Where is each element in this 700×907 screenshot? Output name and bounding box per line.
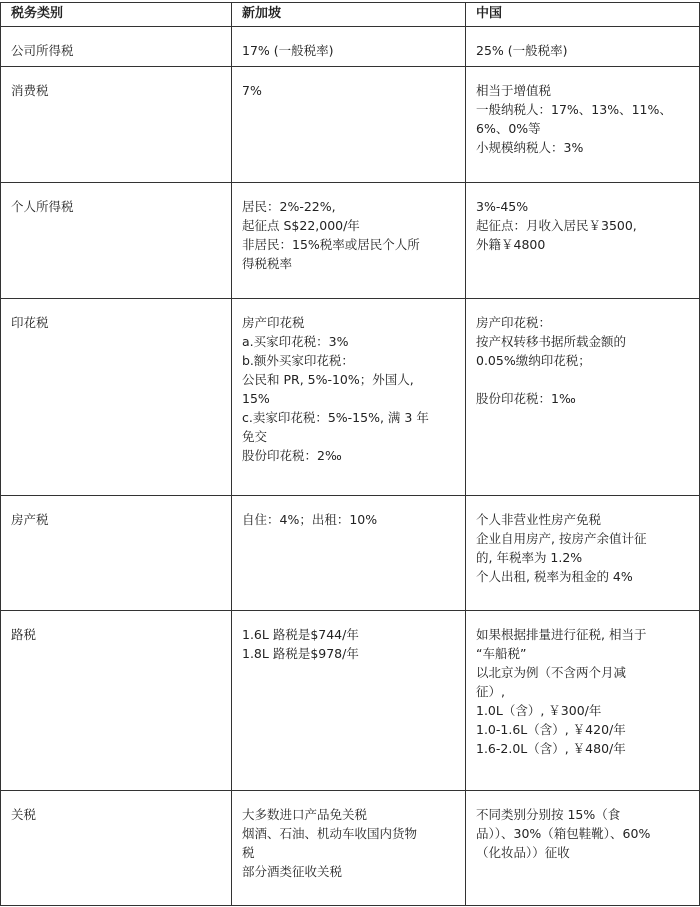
cell-category: [1, 791, 232, 906]
singapore-line: 自住：4%；出租：10%: [242, 512, 378, 527]
singapore-line: 免交: [242, 429, 268, 444]
singapore-line: 股份印花税：2‰: [242, 448, 342, 463]
singapore-line: 起征点 S$22,000/年: [242, 218, 360, 233]
singapore-line: 烟酒、石油、机动车收国内货物: [242, 826, 418, 841]
table-body: [1, 27, 700, 906]
cell-china: [466, 299, 700, 496]
china-line: 相当于增值税: [476, 83, 552, 98]
cell-china: [466, 67, 700, 183]
china-line: 1.6-2.0L（含）, ￥480/年: [476, 741, 626, 756]
china-line: 1.0-1.6L（含）, ￥420/年: [476, 722, 626, 737]
singapore-line: 居民：2%-22%,: [242, 199, 336, 214]
china-line: 个人出租, 税率为租金的 4%: [476, 569, 633, 584]
cell-category: [1, 611, 232, 791]
china-line: 品））、30%（箱包鞋靴）、60%: [476, 826, 651, 841]
cell-singapore: [232, 27, 466, 67]
cell-china: [466, 791, 700, 906]
china-line: 以北京为例（不含两个月减: [476, 665, 627, 680]
cell-singapore: [232, 183, 466, 299]
china-line: 股份印花税：1‰: [476, 391, 576, 406]
header-china: 中国: [466, 3, 700, 27]
category-label: 房产税: [11, 512, 49, 527]
singapore-line: c.卖家印花税：5%-15%, 满 3 年: [242, 410, 429, 425]
cell-singapore: [232, 496, 466, 611]
singapore-line: 17% (一般税率): [242, 43, 334, 58]
category-label: 路税: [11, 627, 37, 642]
singapore-line: a.买家印花税：3%: [242, 334, 349, 349]
singapore-line: 15%: [242, 391, 270, 406]
header-singapore: 新加坡: [232, 3, 466, 27]
china-line: “车船税”: [476, 646, 527, 661]
cell-china: [466, 27, 700, 67]
china-line: 3%-45%: [476, 199, 529, 214]
singapore-line: 7%: [242, 83, 262, 98]
cell-category: [1, 67, 232, 183]
category-label: 个人所得税: [11, 199, 74, 214]
china-line: 6%、0%等: [476, 121, 541, 136]
china-line: 房产印花税：: [476, 315, 552, 330]
tax-comparison-table: [0, 2, 700, 906]
china-line: 外籍￥4800: [476, 237, 546, 252]
category-label: 消费税: [11, 83, 49, 98]
china-line: 1.0L（含）, ￥300/年: [476, 703, 602, 718]
singapore-line: 大多数进口产品免关税: [242, 807, 368, 822]
singapore-line: 得税税率: [242, 256, 293, 271]
china-line: 征）,: [476, 684, 505, 699]
singapore-line: 部分酒类征收关税: [242, 864, 343, 879]
header-row: [1, 3, 700, 27]
singapore-line: 非居民：15%税率或居民个人所: [242, 237, 420, 252]
china-line: 企业自用房产, 按房产余值计征: [476, 531, 647, 546]
cell-category: [1, 27, 232, 67]
category-label: 公司所得税: [11, 43, 74, 58]
cell-singapore: [232, 611, 466, 791]
china-line: 一般纳税人：17%、13%、11%、: [476, 102, 672, 117]
category-label: 关税: [11, 807, 37, 822]
china-line: 个人非营业性房产免税: [476, 512, 602, 527]
cell-singapore: [232, 67, 466, 183]
category-label: 印花税: [11, 315, 49, 330]
table-row: [1, 67, 700, 183]
cell-china: [466, 496, 700, 611]
cell-category: [1, 496, 232, 611]
china-line: （化妆品））征收: [476, 845, 570, 860]
cell-china: [466, 183, 700, 299]
china-line: 25% (一般税率): [476, 43, 568, 58]
singapore-line: 1.6L 路税是$744/年: [242, 627, 359, 642]
cell-china: [466, 611, 700, 791]
cell-singapore: [232, 791, 466, 906]
table-row: [1, 27, 700, 67]
china-line: 起征点：月收入居民￥3500,: [476, 218, 637, 233]
table-row: [1, 611, 700, 791]
china-line: 小规模纳税人：3%: [476, 140, 584, 155]
singapore-line: b.额外买家印花税：: [242, 353, 354, 368]
singapore-line: 公民和 PR, 5%-10%；外国人,: [242, 372, 414, 387]
cell-singapore: [232, 299, 466, 496]
china-line: 不同类别分别按 15%（食: [476, 807, 621, 822]
china-line: 0.05%缴纳印花税；: [476, 353, 591, 368]
china-line: 按产权转移书据所载金额的: [476, 334, 627, 349]
singapore-line: 1.8L 路税是$978/年: [242, 646, 359, 661]
table-row: [1, 791, 700, 906]
cell-category: [1, 299, 232, 496]
china-line: 的, 年税率为 1.2%: [476, 550, 583, 565]
table-row: [1, 299, 700, 496]
singapore-line: 房产印花税: [242, 315, 305, 330]
china-line: [476, 370, 689, 389]
china-line: 如果根据排量进行征税, 相当于: [476, 627, 647, 642]
singapore-line: 税: [242, 845, 255, 860]
header-category: 税务类别: [1, 3, 232, 27]
cell-category: [1, 183, 232, 299]
table-row: [1, 496, 700, 611]
table-row: [1, 183, 700, 299]
